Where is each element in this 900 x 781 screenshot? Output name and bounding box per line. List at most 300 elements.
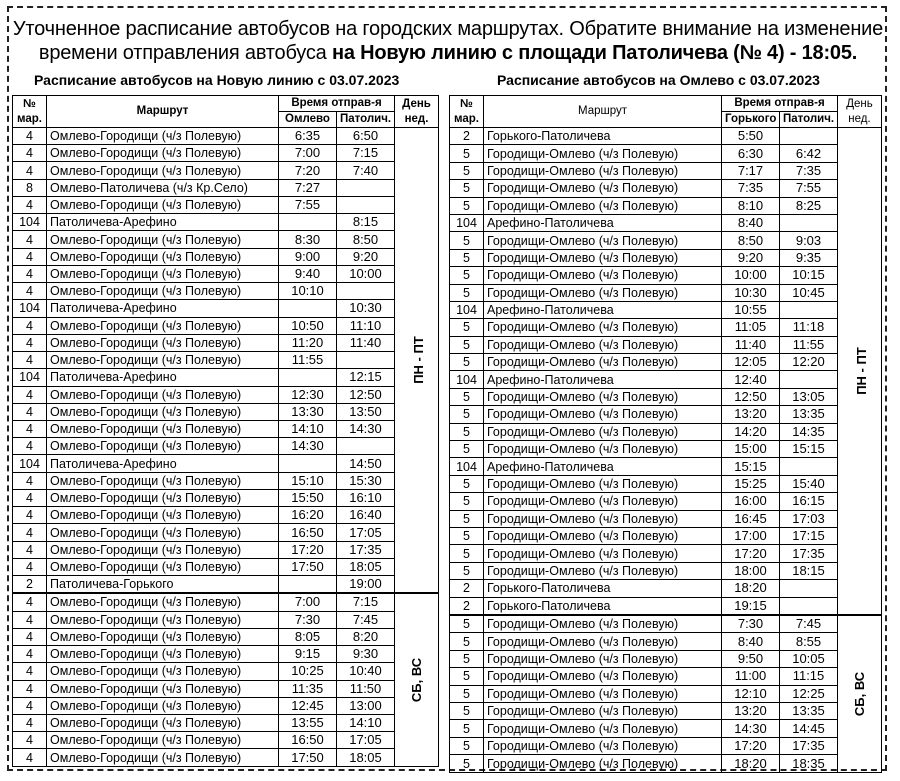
route-name-cell: Омлево-Городищи (ч/з Полевую)	[47, 334, 279, 351]
patolicheva-time-cell: 17:35	[780, 545, 838, 562]
patolicheva-time-cell: 7:35	[780, 162, 838, 179]
departure-time-cell: 7:00	[279, 145, 337, 162]
route-number-cell: 2	[450, 597, 484, 615]
departure-time-cell: 18:20	[722, 755, 780, 773]
table-row	[450, 458, 882, 475]
route-name-cell: Городищи-Омлево (ч/з Полевую)	[484, 249, 722, 266]
right-table-body	[450, 128, 882, 773]
route-number-cell: 4	[13, 231, 47, 248]
route-name-cell: Городищи-Омлево (ч/з Полевую)	[484, 685, 722, 702]
route-name-cell: Омлево-Городищи (ч/з Полевую)	[47, 162, 279, 179]
departure-time-cell	[279, 300, 337, 317]
patolicheva-time-cell: 17:05	[337, 732, 395, 749]
table-row	[450, 145, 882, 162]
patolicheva-time-cell: 17:35	[780, 737, 838, 754]
table-row	[13, 248, 439, 265]
table-row	[13, 646, 439, 663]
patolicheva-time-cell: 14:30	[337, 420, 395, 437]
departure-time-cell: 14:10	[279, 420, 337, 437]
route-name-cell: Арефино-Патоличева	[484, 214, 722, 231]
departure-time-cell: 10:25	[279, 663, 337, 680]
route-name-cell: Арефино-Патоличева	[484, 371, 722, 388]
table-row	[450, 668, 882, 685]
table-row	[13, 576, 439, 594]
table-row	[450, 180, 882, 197]
patolicheva-time-cell: 15:30	[337, 472, 395, 489]
right-table-caption: Расписание автобусов на Омлево с 03.07.2023	[497, 72, 820, 88]
route-number-cell: 5	[450, 685, 484, 702]
departure-time-cell: 10:30	[722, 284, 780, 301]
patolicheva-time-cell	[780, 458, 838, 475]
departure-time-cell: 15:00	[722, 441, 780, 458]
departure-time-cell: 8:05	[279, 628, 337, 645]
patolicheva-time-cell: 9:03	[780, 232, 838, 249]
departure-time-cell: 14:30	[279, 438, 337, 455]
patolicheva-time-cell: 12:50	[337, 386, 395, 403]
route-name-cell: Городищи-Омлево (ч/з Полевую)	[484, 633, 722, 650]
table-row	[13, 214, 439, 231]
patolicheva-time-cell: 8:15	[337, 214, 395, 231]
departure-time-cell: 12:45	[279, 697, 337, 714]
patolicheva-time-cell: 11:10	[337, 317, 395, 334]
route-name-cell: Городищи-Омлево (ч/з Полевую)	[484, 267, 722, 284]
table-header-row	[450, 96, 882, 112]
departure-time-cell: 16:45	[722, 510, 780, 527]
patolicheva-time-cell: 8:25	[780, 197, 838, 214]
route-name-cell: Городищи-Омлево (ч/з Полевую)	[484, 354, 722, 371]
route-number-cell: 4	[13, 145, 47, 162]
route-number-header: № мар.	[450, 96, 484, 128]
patolicheva-column-header: Патолич.	[337, 112, 395, 128]
route-number-cell: 4	[13, 524, 47, 541]
departure-time-cell: 12:05	[722, 354, 780, 371]
route-number-cell: 5	[450, 720, 484, 737]
table-row	[13, 663, 439, 680]
route-number-cell: 4	[13, 507, 47, 524]
table-row	[450, 319, 882, 336]
route-name-cell: Городищи-Омлево (ч/з Полевую)	[484, 145, 722, 162]
patolicheva-time-cell	[780, 301, 838, 318]
table-row	[450, 562, 882, 579]
route-number-cell: 5	[450, 180, 484, 197]
departure-time-cell: 15:25	[722, 475, 780, 492]
table-row	[13, 611, 439, 628]
route-number-cell: 4	[13, 558, 47, 575]
patolicheva-time-cell: 15:15	[780, 441, 838, 458]
table-row	[13, 420, 439, 437]
patolicheva-time-cell: 7:15	[337, 593, 395, 611]
table-row	[13, 558, 439, 575]
departure-time-cell: 10:50	[279, 317, 337, 334]
route-number-cell: 104	[450, 458, 484, 475]
route-number-cell: 4	[13, 628, 47, 645]
departure-time-cell	[279, 369, 337, 386]
departure-time-cell: 17:20	[279, 541, 337, 558]
route-header: Маршрут	[484, 96, 722, 128]
table-row	[13, 524, 439, 541]
route-number-cell: 5	[450, 510, 484, 527]
departure-time-cell: 7:20	[279, 162, 337, 179]
patolicheva-time-cell	[337, 179, 395, 196]
route-number-cell: 4	[13, 611, 47, 628]
route-name-cell: Арефино-Патоличева	[484, 301, 722, 318]
route-name-cell: Городищи-Омлево (ч/з Полевую)	[484, 162, 722, 179]
departure-time-cell: 18:00	[722, 562, 780, 579]
route-number-cell: 5	[450, 145, 484, 162]
route-name-cell: Городищи-Омлево (ч/з Полевую)	[484, 197, 722, 214]
table-row	[450, 685, 882, 702]
route-number-cell: 4	[13, 283, 47, 300]
weekend-days-cell	[395, 593, 439, 766]
patolicheva-time-cell: 13:05	[780, 388, 838, 405]
route-name-cell: Омлево-Городищи (ч/з Полевую)	[47, 231, 279, 248]
route-number-cell: 5	[450, 284, 484, 301]
departure-time-cell: 10:55	[722, 301, 780, 318]
patolicheva-time-cell: 10:00	[337, 265, 395, 282]
route-number-cell: 5	[450, 737, 484, 754]
route-number-cell: 5	[450, 197, 484, 214]
departure-time-cell: 17:50	[279, 749, 337, 767]
route-number-cell: 5	[450, 545, 484, 562]
departure-time-cell: 9:40	[279, 265, 337, 282]
route-number-cell: 4	[13, 593, 47, 611]
table-row	[13, 162, 439, 179]
route-number-cell: 5	[450, 702, 484, 719]
route-name-cell: Городищи-Омлево (ч/з Полевую)	[484, 615, 722, 633]
table-row	[13, 541, 439, 558]
departure-time-cell: 16:50	[279, 524, 337, 541]
departure-time-cell: 17:00	[722, 527, 780, 544]
table-row	[13, 438, 439, 455]
notice-line-2-plain: времени отправления автобуса	[38, 42, 332, 64]
patolicheva-time-cell: 10:45	[780, 284, 838, 301]
patolicheva-time-cell: 10:30	[337, 300, 395, 317]
patolicheva-time-cell	[780, 214, 838, 231]
route-name-cell: Омлево-Патоличева (ч/з Кр.Село)	[47, 179, 279, 196]
route-number-cell: 4	[13, 438, 47, 455]
route-name-cell: Городищи-Омлево (ч/з Полевую)	[484, 284, 722, 301]
route-name-cell: Омлево-Городищи (ч/з Полевую)	[47, 628, 279, 645]
route-name-cell: Городищи-Омлево (ч/з Полевую)	[484, 720, 722, 737]
route-name-cell: Городищи-Омлево (ч/з Полевую)	[484, 232, 722, 249]
route-number-cell: 5	[450, 336, 484, 353]
table-row	[13, 489, 439, 506]
departure-time-cell: 11:55	[279, 352, 337, 369]
origin-column-header: Горького	[722, 112, 780, 128]
schedule-table-to-new-line	[12, 95, 439, 767]
route-number-cell: 2	[450, 128, 484, 145]
weekend-days-label: СБ, ВС	[409, 658, 425, 703]
notice-line-2-bold: на Новую линию с площади Патоличева (№ 4) - 18:05.	[331, 42, 858, 64]
route-name-cell: Городищи-Омлево (ч/з Полевую)	[484, 650, 722, 667]
route-name-cell: Омлево-Городищи (ч/з Полевую)	[47, 403, 279, 420]
table-row	[450, 545, 882, 562]
route-name-cell: Омлево-Городищи (ч/з Полевую)	[47, 472, 279, 489]
route-number-cell: 4	[13, 715, 47, 732]
weekday-days-label: ПН - ПТ	[410, 336, 426, 384]
patolicheva-time-cell: 14:45	[780, 720, 838, 737]
patolicheva-time-cell: 8:20	[337, 628, 395, 645]
route-name-cell: Городищи-Омлево (ч/з Полевую)	[484, 180, 722, 197]
schedule-table-to-omlevo	[449, 95, 882, 773]
route-name-cell: Омлево-Городищи (ч/з Полевую)	[47, 646, 279, 663]
route-name-cell: Городищи-Омлево (ч/з Полевую)	[484, 493, 722, 510]
route-number-cell: 5	[450, 668, 484, 685]
route-name-cell: Омлево-Городищи (ч/з Полевую)	[47, 732, 279, 749]
table-row	[450, 406, 882, 423]
departure-time-cell: 17:20	[722, 737, 780, 754]
patolicheva-time-cell	[780, 597, 838, 615]
table-row	[450, 615, 882, 633]
departure-time-cell: 12:30	[279, 386, 337, 403]
patolicheva-time-cell: 14:35	[780, 423, 838, 440]
route-number-cell: 5	[450, 527, 484, 544]
table-row	[450, 633, 882, 650]
patolicheva-time-cell: 13:50	[337, 403, 395, 420]
route-name-cell: Омлево-Городищи (ч/з Полевую)	[47, 749, 279, 767]
patolicheva-time-cell: 10:15	[780, 267, 838, 284]
route-name-cell: Городищи-Омлево (ч/з Полевую)	[484, 755, 722, 773]
origin-column-header: Омлево	[279, 112, 337, 128]
route-name-cell: Городищи-Омлево (ч/з Полевую)	[484, 510, 722, 527]
route-number-header: № мар.	[13, 96, 47, 128]
route-name-cell: Городищи-Омлево (ч/з Полевую)	[484, 668, 722, 685]
departure-time-cell: 13:30	[279, 403, 337, 420]
weekend-days-cell	[838, 615, 882, 773]
departure-time-cell: 15:50	[279, 489, 337, 506]
patolicheva-time-cell: 17:03	[780, 510, 838, 527]
table-row	[13, 265, 439, 282]
departure-time-cell: 7:55	[279, 196, 337, 213]
departure-time-cell: 13:20	[722, 702, 780, 719]
route-name-cell: Омлево-Городищи (ч/з Полевую)	[47, 420, 279, 437]
route-name-cell: Городищи-Омлево (ч/з Полевую)	[484, 527, 722, 544]
route-number-cell: 5	[450, 615, 484, 633]
departure-time-header: Время отправ-я	[279, 96, 395, 112]
table-row	[13, 334, 439, 351]
notice-line-1: Уточненное расписание автобусов на городских маршрутах. Обратите внимание на изменение	[12, 18, 884, 40]
route-name-cell: Городищи-Омлево (ч/з Полевую)	[484, 702, 722, 719]
departure-time-cell: 10:10	[279, 283, 337, 300]
patolicheva-time-cell: 15:40	[780, 475, 838, 492]
route-name-cell: Омлево-Городищи (ч/з Полевую)	[47, 524, 279, 541]
table-row	[13, 455, 439, 472]
table-row	[13, 593, 439, 611]
route-name-cell: Городищи-Омлево (ч/з Полевую)	[484, 423, 722, 440]
patolicheva-time-cell: 7:55	[780, 180, 838, 197]
route-name-cell: Патоличева-Арефино	[47, 369, 279, 386]
left-table-body	[13, 128, 439, 767]
patolicheva-time-cell: 8:55	[780, 633, 838, 650]
patolicheva-time-cell: 12:20	[780, 354, 838, 371]
patolicheva-time-cell: 17:05	[337, 524, 395, 541]
route-name-cell: Омлево-Городищи (ч/з Полевую)	[47, 593, 279, 611]
table-row	[13, 196, 439, 213]
departure-time-cell: 9:20	[722, 249, 780, 266]
departure-time-cell: 7:27	[279, 179, 337, 196]
route-number-cell: 104	[13, 369, 47, 386]
departure-time-cell: 7:35	[722, 180, 780, 197]
departure-time-cell: 15:15	[722, 458, 780, 475]
route-number-cell: 5	[450, 406, 484, 423]
patolicheva-time-cell: 16:40	[337, 507, 395, 524]
table-row	[13, 317, 439, 334]
route-name-cell: Омлево-Городищи (ч/з Полевую)	[47, 265, 279, 282]
left-table-caption: Расписание автобусов на Новую линию с 03.07.2023	[34, 72, 400, 88]
table-row	[450, 388, 882, 405]
patolicheva-time-cell	[337, 283, 395, 300]
route-name-cell: Омлево-Городищи (ч/з Полевую)	[47, 663, 279, 680]
departure-time-cell: 11:00	[722, 668, 780, 685]
table-row	[450, 650, 882, 667]
departure-time-cell: 15:10	[279, 472, 337, 489]
route-name-cell: Городищи-Омлево (ч/з Полевую)	[484, 319, 722, 336]
weekday-days-cell	[838, 128, 882, 615]
departure-time-cell: 11:05	[722, 319, 780, 336]
table-row	[13, 352, 439, 369]
departure-time-cell: 12:40	[722, 371, 780, 388]
table-row	[450, 597, 882, 615]
route-name-cell: Патоличева-Горького	[47, 576, 279, 594]
route-number-cell: 104	[450, 214, 484, 231]
route-number-cell: 5	[450, 755, 484, 773]
route-number-cell: 4	[13, 697, 47, 714]
route-name-cell: Городищи-Омлево (ч/з Полевую)	[484, 336, 722, 353]
route-number-cell: 4	[13, 732, 47, 749]
patolicheva-time-cell: 13:00	[337, 697, 395, 714]
table-row	[450, 249, 882, 266]
route-number-cell: 4	[13, 489, 47, 506]
route-name-cell: Патоличева-Арефино	[47, 214, 279, 231]
route-name-cell: Омлево-Городищи (ч/з Полевую)	[47, 386, 279, 403]
table-row	[450, 354, 882, 371]
table-row	[13, 403, 439, 420]
route-name-cell: Омлево-Городищи (ч/з Полевую)	[47, 715, 279, 732]
departure-time-cell: 7:17	[722, 162, 780, 179]
departure-time-cell: 12:50	[722, 388, 780, 405]
patolicheva-time-cell: 14:50	[337, 455, 395, 472]
route-number-cell: 4	[13, 663, 47, 680]
patolicheva-time-cell: 18:05	[337, 558, 395, 575]
notice-line-2	[12, 41, 884, 65]
patolicheva-time-cell: 9:30	[337, 646, 395, 663]
route-name-cell: Омлево-Городищи (ч/з Полевую)	[47, 697, 279, 714]
departure-time-cell	[279, 576, 337, 594]
table-row	[450, 580, 882, 597]
route-number-cell: 5	[450, 633, 484, 650]
patolicheva-time-cell: 10:40	[337, 663, 395, 680]
table-row	[13, 507, 439, 524]
patolicheva-time-cell: 14:10	[337, 715, 395, 732]
patolicheva-time-cell: 7:45	[780, 615, 838, 633]
route-number-cell: 4	[13, 472, 47, 489]
patolicheva-time-cell: 17:15	[780, 527, 838, 544]
patolicheva-time-cell: 18:15	[780, 562, 838, 579]
route-number-cell: 5	[450, 267, 484, 284]
route-name-cell: Горького-Патоличева	[484, 580, 722, 597]
patolicheva-time-cell: 16:10	[337, 489, 395, 506]
table-row	[13, 231, 439, 248]
route-number-cell: 5	[450, 388, 484, 405]
route-name-cell: Городищи-Омлево (ч/з Полевую)	[484, 406, 722, 423]
patolicheva-time-cell: 11:50	[337, 680, 395, 697]
departure-time-cell: 13:20	[722, 406, 780, 423]
table-row	[450, 737, 882, 754]
table-row	[450, 720, 882, 737]
departure-time-cell	[279, 455, 337, 472]
route-name-cell: Городищи-Омлево (ч/з Полевую)	[484, 475, 722, 492]
route-number-cell: 4	[13, 749, 47, 767]
route-number-cell: 5	[450, 475, 484, 492]
patolicheva-time-cell	[780, 371, 838, 388]
table-row	[13, 732, 439, 749]
table-row	[450, 702, 882, 719]
route-number-cell: 2	[13, 576, 47, 594]
route-name-cell: Патоличева-Арефино	[47, 300, 279, 317]
table-row	[450, 214, 882, 231]
departure-time-cell: 5:50	[722, 128, 780, 145]
departure-time-cell: 7:30	[722, 615, 780, 633]
table-row	[13, 715, 439, 732]
table-row	[450, 301, 882, 318]
route-number-cell: 104	[13, 300, 47, 317]
table-row	[450, 267, 882, 284]
departure-time-cell: 13:55	[279, 715, 337, 732]
route-name-cell: Омлево-Городищи (ч/з Полевую)	[47, 352, 279, 369]
patolicheva-time-cell: 8:50	[337, 231, 395, 248]
departure-time-cell: 18:20	[722, 580, 780, 597]
route-number-cell: 8	[13, 179, 47, 196]
route-name-cell: Омлево-Городищи (ч/з Полевую)	[47, 507, 279, 524]
patolicheva-time-cell	[780, 128, 838, 145]
departure-time-cell: 17:20	[722, 545, 780, 562]
patolicheva-time-cell	[337, 352, 395, 369]
route-name-cell: Омлево-Городищи (ч/з Полевую)	[47, 438, 279, 455]
table-row	[13, 283, 439, 300]
route-number-cell: 4	[13, 128, 47, 145]
departure-time-cell: 9:50	[722, 650, 780, 667]
departure-time-cell: 6:35	[279, 128, 337, 145]
departure-time-cell: 16:00	[722, 493, 780, 510]
route-name-cell: Городищи-Омлево (ч/з Полевую)	[484, 388, 722, 405]
departure-time-cell: 19:15	[722, 597, 780, 615]
route-number-cell: 5	[450, 650, 484, 667]
table-row	[450, 755, 882, 773]
table-row	[13, 386, 439, 403]
weekday-header: День нед.	[395, 96, 439, 128]
patolicheva-time-cell: 13:35	[780, 702, 838, 719]
patolicheva-time-cell: 16:15	[780, 493, 838, 510]
route-name-cell: Омлево-Городищи (ч/з Полевую)	[47, 248, 279, 265]
route-number-cell: 4	[13, 317, 47, 334]
table-row	[450, 475, 882, 492]
patolicheva-time-cell	[337, 438, 395, 455]
patolicheva-time-cell: 13:35	[780, 406, 838, 423]
route-number-cell: 4	[13, 680, 47, 697]
patolicheva-time-cell: 19:00	[337, 576, 395, 594]
table-row	[450, 371, 882, 388]
route-header: Маршрут	[47, 96, 279, 128]
table-row	[13, 472, 439, 489]
table-row	[450, 162, 882, 179]
table-row	[13, 628, 439, 645]
departure-time-header: Время отправ-я	[722, 96, 838, 112]
route-name-cell: Омлево-Городищи (ч/з Полевую)	[47, 128, 279, 145]
route-name-cell: Городищи-Омлево (ч/з Полевую)	[484, 545, 722, 562]
weekday-days-label: ПН - ПТ	[853, 347, 869, 395]
route-name-cell: Городищи-Омлево (ч/з Полевую)	[484, 562, 722, 579]
table-row	[13, 697, 439, 714]
